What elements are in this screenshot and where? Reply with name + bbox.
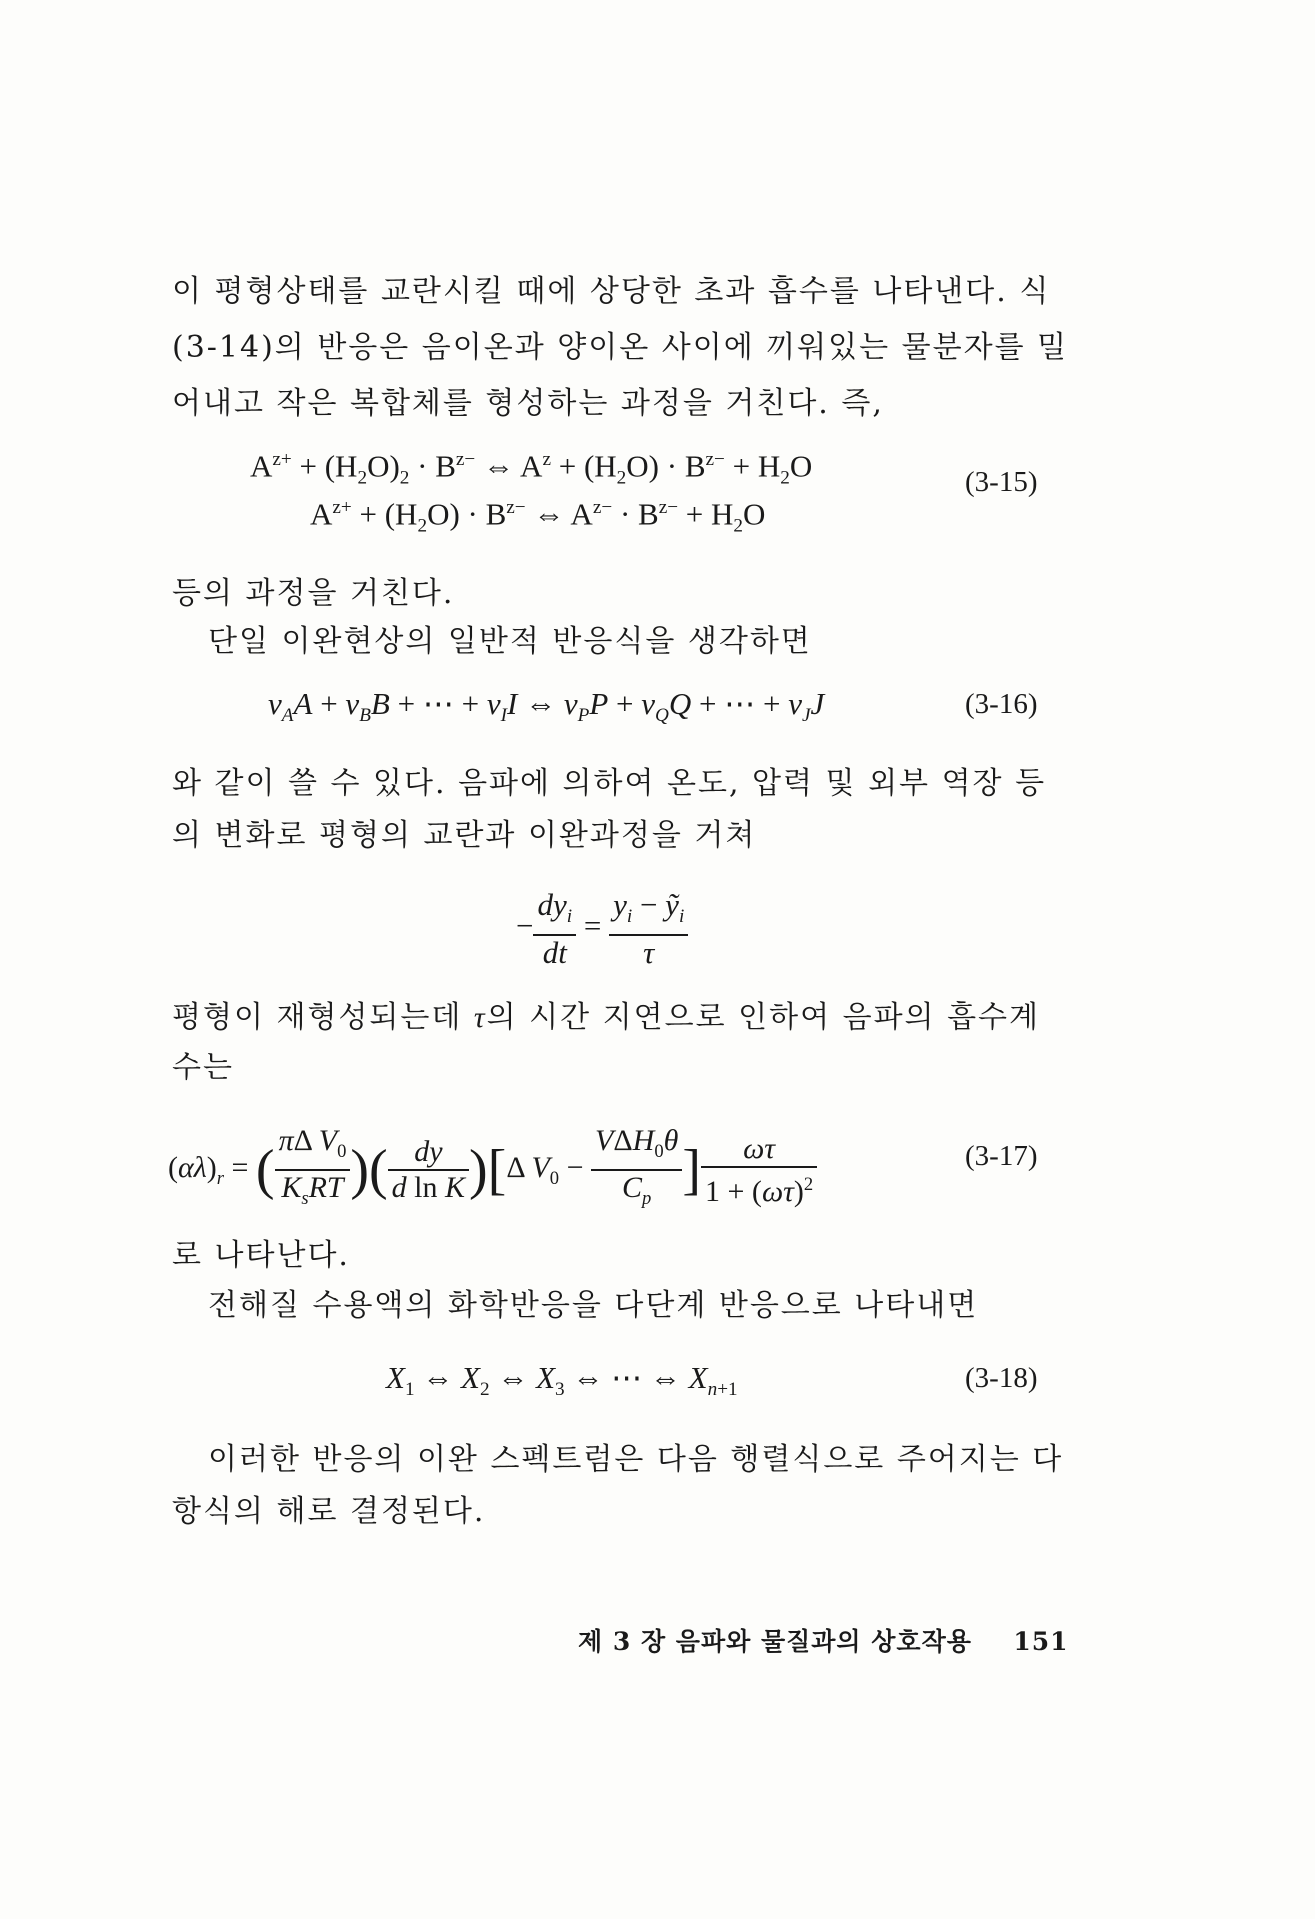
paragraph-4-text-a: 평형이 재형성되는데 [172, 1000, 474, 1035]
equation-3-18: $X_1$ ⇔ $X_2$ ⇔ $X_3$ ⇔ ⋯ ⇔ $X_{n+1}$ [386, 1360, 738, 1401]
equation-3-15-line-2: $A^{z+} + (H_2O) \cdot B^{z-}$ ⇔ $A^{z-} \cdot B^{z-} + H_2O$ [310, 496, 766, 537]
equation-3-16: $\nu_AA + \nu_BB$ + ⋯ + $\nu_II$ ⇔ $\nu_PP + \nu_QQ$ + ⋯ + $\nu_JJ$ [268, 686, 825, 727]
paragraph-6-line-2: 항식의 해로 결정된다. [172, 1494, 486, 1529]
equation-number-3-15: (3-15) [965, 466, 1038, 498]
paragraph-3-line-1: 와 같이 쓸 수 있다. 음파에 의하여 온도, 압력 및 외부 역장 등 [172, 766, 1047, 801]
equation-number-3-16: (3-16) [965, 688, 1038, 720]
paragraph-3-line-2: 의 변화로 평형의 교란과 이완과정을 거쳐 [172, 818, 757, 853]
paragraph-5-line-1: 로 나타난다. [172, 1238, 350, 1273]
page-footer [578, 1622, 1069, 1658]
equation-3-15-line-1: $A^{z+} + (H_2O)_2 \cdot B^{z-}$ ⇔ $A^z + (H_2O) \cdot B^{z-} + H_2O$ [250, 448, 813, 489]
paragraph-4-line-1: 평형이 재형성되는데 τ의 시간 지연으로 인하여 음파의 흡수계 [172, 1000, 1041, 1035]
paragraph-4-line-2: 수는 [172, 1050, 234, 1085]
paragraph-2-line-2: 단일 이완현상의 일반적 반응식을 생각하면 [208, 624, 812, 659]
paragraph-1-line-2: (3-14)의 반응은 음이온과 양이온 사이에 끼워있는 물분자를 밀 [172, 330, 1069, 365]
paragraph-2-line-1: 등의 과정을 거친다. [172, 576, 455, 611]
equation-3-17: $(\alpha\lambda)_r$ = ( $\frac{\pi\Delta V_0}{K_sRT}$ )( $\frac{dy}{\text{d ln K}}$ )[Δ $V_0$ − $\frac{V\Delta H_0\theta}{C_p}$ ] $\frac{\omega\tau}{1 + (\omega\tau)^2}$ [168, 1124, 817, 1216]
paragraph-4-text-b: 의 시간 지연으로 인하여 음파의 흡수계 [486, 1000, 1041, 1035]
paragraph-5-line-2: 전해질 수용액의 화학반응을 다단계 반응으로 나타내면 [208, 1288, 979, 1323]
chapter-title: 제 3 장 음파와 물질과의 상호작용 [578, 1627, 972, 1656]
paragraph-6-line-1: 이러한 반응의 이완 스펙트럼은 다음 행렬식으로 주어지는 다 [208, 1442, 1064, 1477]
paragraph-1-line-1: 이 평형상태를 교란시킬 때에 상당한 초과 흡수를 나타낸다. 식 [172, 274, 1051, 309]
equation-number-3-18: (3-18) [965, 1362, 1038, 1394]
relaxation-equation: − $\frac{dy_i}{dt}$ = $\frac{y_i - ỹ_i}{\tau}$ [516, 888, 688, 970]
equation-number-3-17: (3-17) [965, 1140, 1038, 1172]
page-number: 151 [1013, 1627, 1069, 1656]
paragraph-1-line-3: 어내고 작은 복합체를 형성하는 과정을 거친다. 즉, [172, 386, 884, 421]
